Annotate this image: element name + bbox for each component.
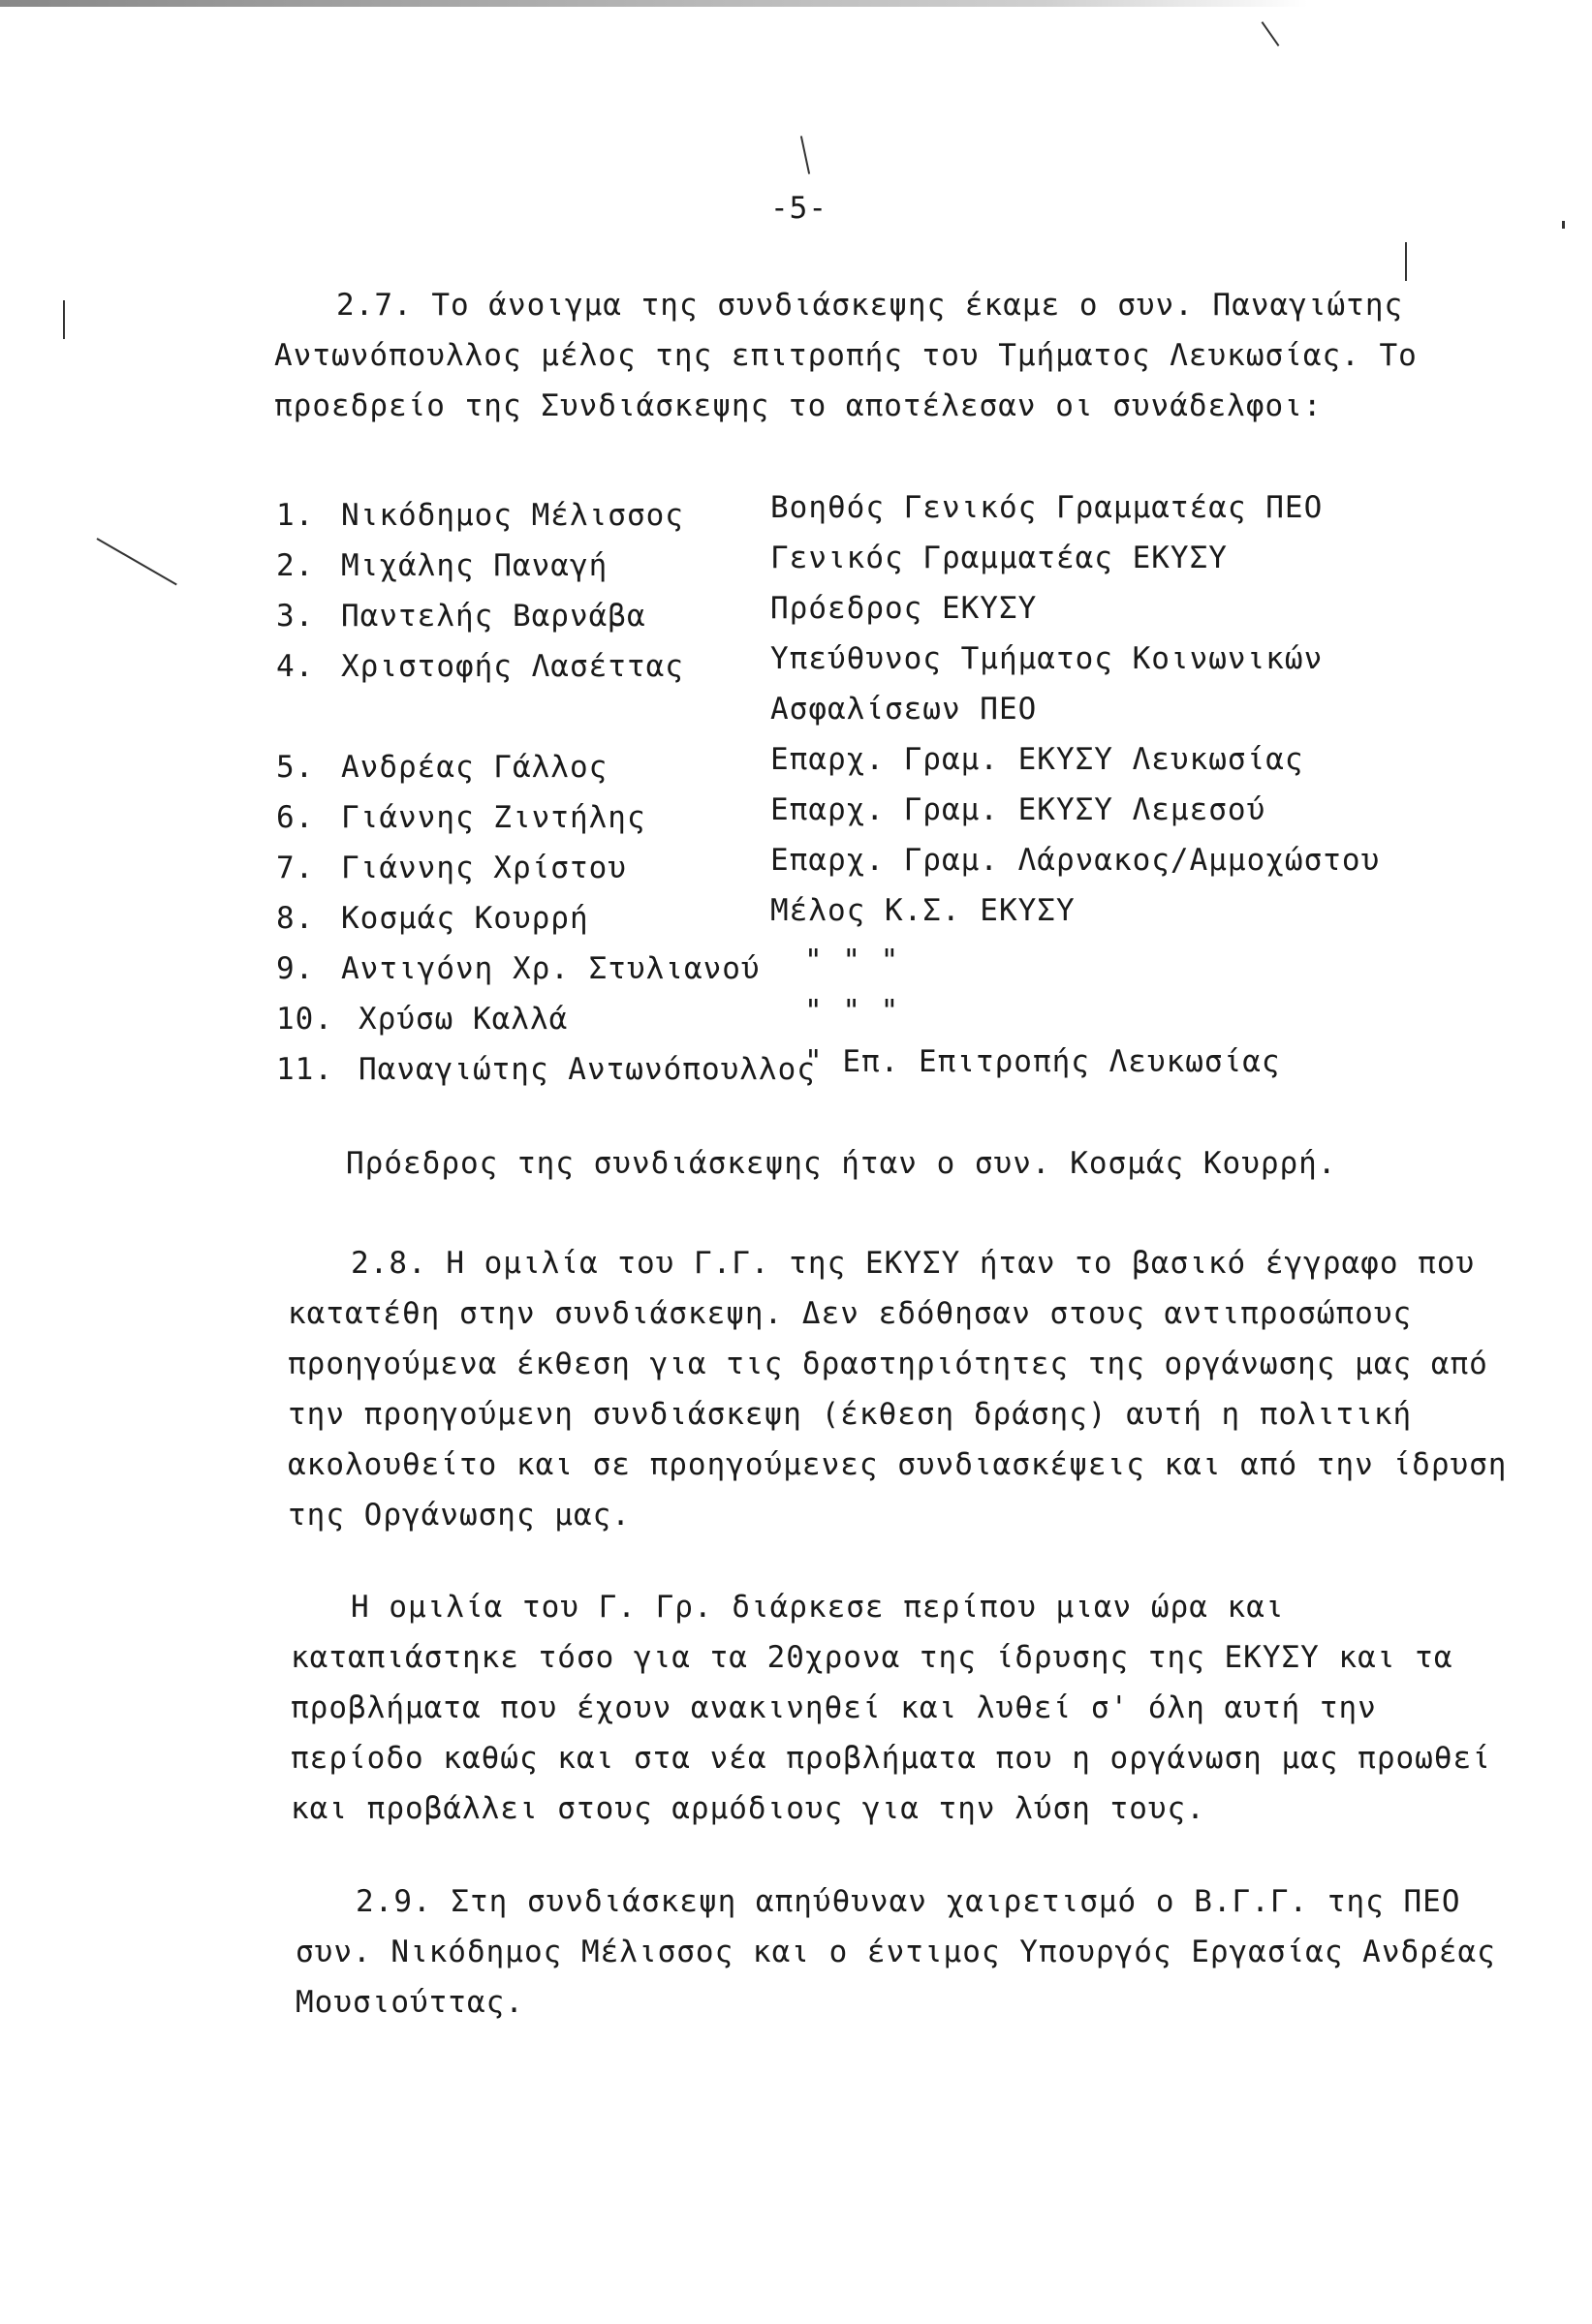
member-number: 10. <box>276 1002 333 1037</box>
speech-paragraph-line: προβλήματα που έχουν ανακινηθεί και λυθεί σ' όλη αυτή την <box>291 1690 1377 1725</box>
section-2-7-line: προεδρείο της Συνδιάσκεψης το αποτέλεσαν οι συνάδελφοι: <box>274 388 1323 423</box>
section-2-7-line: 2.7. Το άνοιγμα της συνδιάσκεψης έκαμε ο συν. Παναγιώτης <box>336 288 1404 323</box>
speech-paragraph-line: καταπιάστηκε τόσο για τα 20χρονα της ίδρυσης της ΕΚΥΣΥ και τα <box>291 1640 1453 1675</box>
section-2-9-line: 2.9. Στη συνδιάσκεψη απηύθυναν χαιρετισμό ο Β.Γ.Γ. της ΠΕΟ <box>356 1884 1461 1919</box>
scan-top-edge <box>0 0 1308 7</box>
member-role: " " " <box>804 994 900 1029</box>
member-name: Γιάννης Χρίστου <box>341 851 627 885</box>
member-number: 11. <box>276 1052 333 1087</box>
member-role: Πρόεδρος ΕΚΥΣΥ <box>770 591 1038 626</box>
scan-mark <box>63 300 65 339</box>
chair-line: Πρόεδρος της συνδιάσκεψης ήταν ο συν. Κοσμάς Κουρρή. <box>346 1146 1337 1181</box>
speech-paragraph-line: Η ομιλία του Γ. Γρ. διάρκεσε περίπου μιαν ώρα και <box>351 1590 1285 1625</box>
member-role: Υπεύθυνος Τμήματος Κοινωνικών <box>770 641 1324 676</box>
section-2-8-line: 2.8. Η ομιλία του Γ.Γ. της ΕΚΥΣΥ ήταν το βασικό έγγραφο που <box>351 1246 1476 1281</box>
member-name: Αντιγόνη Χρ. Στυλιανού <box>341 951 761 986</box>
section-2-8-line: προηγούμενα έκθεση για τις δραστηριότητες της οργάνωσης μας από <box>288 1347 1488 1381</box>
member-role: Επαρχ. Γραμ. ΕΚΥΣΥ Λευκωσίας <box>770 742 1304 777</box>
member-role: " " " <box>804 944 900 978</box>
section-2-8-line: της Οργάνωσης μας. <box>288 1498 631 1533</box>
member-role: Γενικός Γραμματέας ΕΚΥΣΥ <box>770 541 1228 575</box>
member-role: Μέλος Κ.Σ. ΕΚΥΣΥ <box>770 893 1076 928</box>
member-number: 7. <box>276 851 315 885</box>
member-number: 3. <box>276 599 315 634</box>
scan-mark <box>800 136 810 174</box>
member-number: 1. <box>276 498 315 533</box>
member-number: 5. <box>276 750 315 785</box>
scan-mark <box>1405 242 1407 281</box>
section-2-7-line: Αντωνόπουλλος μέλος της επιτροπής του Τμήματος Λευκωσίας. Το <box>274 338 1418 373</box>
page-number: -5- <box>770 191 827 226</box>
member-name: Χρύσω Καλλά <box>359 1002 569 1037</box>
member-name: Ανδρέας Γάλλος <box>341 750 609 785</box>
member-name: Κοσμάς Κουρρή <box>341 901 589 936</box>
member-number: 8. <box>276 901 315 936</box>
member-name: Χριστοφής Λασέττας <box>341 649 684 684</box>
member-role-continued: Ασφαλίσεων ΠΕΟ <box>770 692 1038 727</box>
member-name: Νικόδημος Μέλισσος <box>341 498 684 533</box>
section-2-9-line: Μουσιούττας. <box>296 1985 524 2020</box>
member-role: Επαρχ. Γραμ. ΕΚΥΣΥ Λεμεσού <box>770 792 1266 827</box>
member-number: 6. <box>276 800 315 835</box>
member-number: 9. <box>276 951 315 986</box>
speech-paragraph-line: και προβάλλει στους αρμόδιους για την λύση τους. <box>291 1791 1205 1826</box>
member-role: Επαρχ. Γραμ. Λάρνακος/Αμμοχώστου <box>770 843 1381 878</box>
speech-paragraph-line: περίοδο καθώς και στα νέα προβλήματα που η οργάνωση μας προωθεί <box>291 1741 1491 1776</box>
member-name: Μιχάλης Παναγή <box>341 548 609 583</box>
section-2-9-line: συν. Νικόδημος Μέλισσος και ο έντιμος Υπουργός Εργασίας Ανδρέας <box>296 1935 1496 1969</box>
member-number: 2. <box>276 548 315 583</box>
scan-mark <box>97 538 177 585</box>
member-name: Γιάννης Ζιντήλης <box>341 800 646 835</box>
member-name: Παναγιώτης Αντωνόπουλλος <box>359 1052 816 1087</box>
member-role: " Επ. Επιτροπής Λευκωσίας <box>804 1044 1281 1079</box>
member-role: Βοηθός Γενικός Γραμματέας ΠΕΟ <box>770 490 1324 525</box>
section-2-8-line: ακολουθείτο και σε προηγούμενες συνδιασκέψεις και από την ίδρυση <box>288 1447 1508 1482</box>
member-name: Παντελής Βαρνάβα <box>341 599 646 634</box>
member-number: 4. <box>276 649 315 684</box>
section-2-8-line: την προηγούμενη συνδιάσκεψη (έκθεση δράσης) αυτή η πολιτική <box>288 1397 1413 1432</box>
scan-mark <box>1262 21 1280 46</box>
section-2-8-line: κατατέθη στην συνδιάσκεψη. Δεν εδόθησαν στους αντιπροσώπους <box>288 1296 1413 1331</box>
scan-mark <box>1562 221 1565 229</box>
